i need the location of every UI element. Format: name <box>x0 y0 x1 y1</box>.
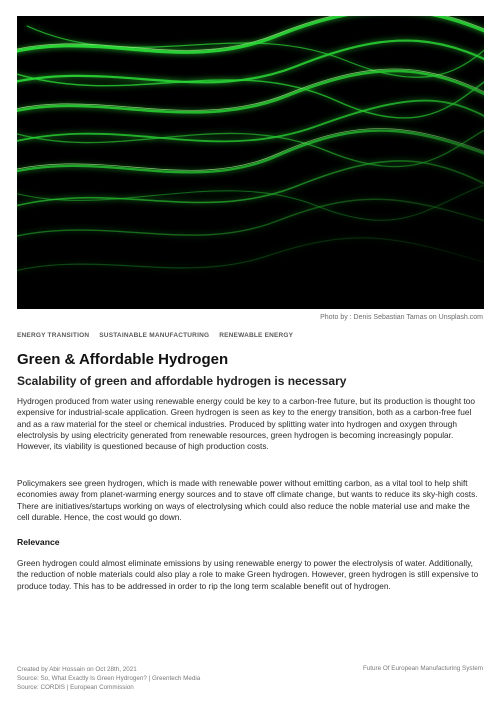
tag-sustainable-manufacturing[interactable]: SUSTAINABLE MANUFACTURING <box>99 332 210 339</box>
created-by-line: Created by Abir Hossain on Oct 28th, 2021 <box>17 666 137 673</box>
tag-list <box>17 332 293 339</box>
page-title: Green & Affordable Hydrogen <box>17 351 229 368</box>
hero-image <box>17 16 484 309</box>
footer-credits <box>17 665 200 692</box>
body-paragraph: Hydrogen produced from water using renewable energy could be key to a carbon-free future, but its production is thought too expensive for industrial-scale application. Green hydrogen is seen as key to the energy transition, both as a carbon-free fuel and as a raw material for the steel or chemical industries. Produced by splitting water into hydrogen and oxygen through electrolysis by using electricity generated from renewable resources, green hydrogen is becoming increasingly popular. However, its viability is questioned because of high production costs. <box>17 396 475 452</box>
green-light-streaks-image <box>17 16 484 309</box>
relevance-paragraph: Green hydrogen could almost eliminate emissions by using renewable energy to power the electrolysis of water. Additionally, the reduction of noble materials could also play a role to make Green hydrogen. However, green hydrogen is still expensive to produce today. This has to be addressed in order to rip the long term scalable benefit out of hydrogen. <box>17 558 479 591</box>
relevance-heading: Relevance <box>17 537 60 547</box>
source-line: Source: CORDIS | European Commission <box>17 684 134 691</box>
page-subtitle: Scalability of green and affordable hydrogen is necessary <box>17 374 347 388</box>
photo-credit: Photo by : Denis Sebastian Tamas on Unsplash.com <box>320 314 483 321</box>
source-line: Source: So, What Exactly Is Green Hydrogen? | Greentech Media <box>17 675 201 682</box>
tag-renewable-energy[interactable]: RENEWABLE ENERGY <box>219 332 294 339</box>
body-paragraph: Policymakers see green hydrogen, which is made with renewable power without emitting carbon, as a vital tool to help shift economies away from planet-warming energy sources and to stave off climate change, but wants to reduce its sky-high costs. There are initiatives/startups working on ways of electrolysing which could also reduce the noble material use and make the cell durable. Hence, the cost would go down. <box>17 478 478 522</box>
footer-series-title: Future Of European Manufacturing System <box>362 665 483 672</box>
tag-energy-transition[interactable]: ENERGY TRANSITION <box>17 332 90 339</box>
